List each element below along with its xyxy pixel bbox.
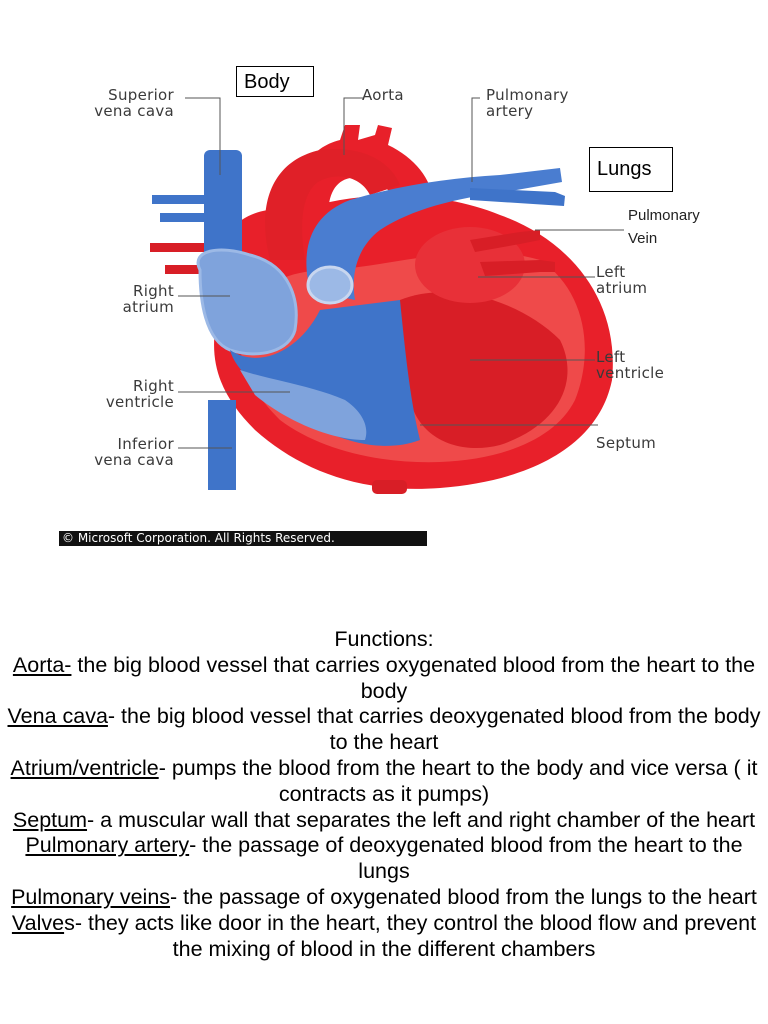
label-right-atrium: Right atrium: [122, 282, 174, 316]
function-term: Septum: [12, 807, 88, 832]
function-text: - pumps the blood from the heart to the body and vice versa ( it contracts as it pumps): [158, 755, 758, 806]
function-text: - the passage of deoxygenated blood from the heart to the lungs: [189, 833, 743, 884]
function-term: Valve: [11, 910, 65, 935]
function-item-pulmonary-veins: [4, 885, 764, 911]
left-blue-vessel-1: [152, 195, 208, 204]
function-term: Vena cava: [7, 704, 108, 729]
function-item-valves: [4, 911, 764, 963]
function-item-vena-cava: [4, 704, 764, 756]
copyright-bar: © Microsoft Corporation. All Rights Reserved.: [59, 531, 427, 546]
function-term: Pulmonary veins: [11, 884, 171, 909]
left-blue-vessel-2: [160, 213, 208, 222]
pulmonary-valve: [308, 267, 352, 303]
label-pulmonary-artery: Pulmonary artery: [486, 86, 569, 120]
function-text: - the big blood vessel that carries deoxygenated blood from the body to the heart: [107, 704, 761, 755]
functions-heading: Functions:: [334, 627, 434, 651]
label-septum: Septum: [596, 434, 657, 452]
function-text: - a muscular wall that separates the left and right chamber of the heart: [87, 807, 756, 832]
function-term: Aorta-: [12, 652, 72, 677]
function-term: Atrium/ventricle: [10, 755, 159, 780]
pulmonary-artery-branch: [470, 188, 565, 206]
function-term: Pulmonary artery: [25, 833, 190, 858]
function-item-pulmonary-artery: [4, 833, 764, 885]
label-aorta: Aorta: [362, 86, 404, 104]
function-item-septum: [4, 808, 764, 834]
function-text: the big blood vessel that carries oxygenated blood from the heart to the body: [71, 652, 756, 703]
function-item-atrium-ventricle: [4, 756, 764, 808]
lungs-annotation-box: Lungs: [589, 147, 673, 192]
body-annotation-box: Body: [236, 66, 314, 97]
functions-section: [4, 627, 764, 962]
pulmonary-vein-annotation: Pulmonary Vein: [628, 207, 700, 247]
function-text: - the passage of oxygenated blood from the lungs to the heart: [170, 884, 757, 909]
label-left-atrium: Left atrium: [596, 263, 648, 297]
function-text: s- they acts like door in the heart, they control the blood flow and prevent the mixing of blood in the different chambers: [64, 910, 757, 961]
label-right-ventricle: Right ventricle: [105, 377, 174, 411]
label-inferior-vena-cava: Inferior vena cava: [94, 435, 174, 469]
label-left-ventricle: Left ventricle: [596, 348, 665, 382]
inferior-vena-cava-vessel: [208, 400, 236, 490]
label-superior-vena-cava: Superior vena cava: [94, 86, 174, 120]
function-item-aorta: [4, 653, 764, 705]
heart-apex-vessel: [372, 480, 407, 494]
